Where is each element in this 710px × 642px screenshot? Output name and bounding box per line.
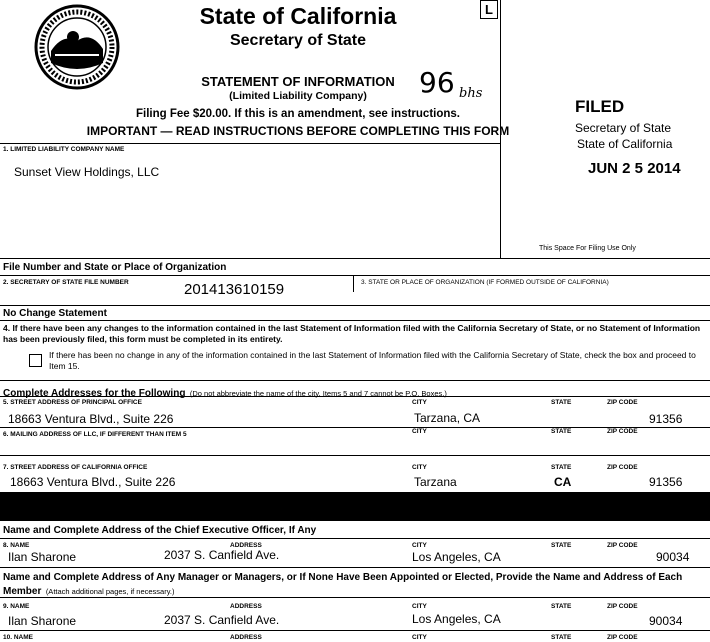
item6-label: 6. MAILING ADDRESS OF LLC, IF DIFFERENT THAN ITEM 5 [3,431,187,438]
item7-street-field[interactable]: 18663 Ventura Blvd., Suite 226 [10,475,176,489]
form-letter-box: L [480,0,498,19]
item5-street-field[interactable]: 18663 Ventura Blvd., Suite 226 [8,412,174,426]
form-subtitle: (Limited Liability Company) [229,90,367,102]
fee-line: Filing Fee $20.00. If this is an amendment, see instructions. [135,108,460,120]
item10-address-label: ADDRESS [230,634,262,641]
item9-state-label: STATE [551,603,572,610]
filed-stamp-date: JUN 2 5 2014 [588,160,681,177]
redaction-bar [0,492,710,521]
item8-address-field[interactable]: 2037 S. Canfield Ave. [164,548,280,562]
secretary-title: Secretary of State [229,32,367,49]
item5-city-field[interactable]: Tarzana, CA [414,411,481,425]
filed-stamp-line2: State of California [577,137,673,151]
item3-label: 3. STATE OR PLACE OF ORGANIZATION (IF FORMED OUTSIDE OF CALIFORNIA) [361,279,609,286]
file-section-heading: File Number and State or Place of Organization [3,262,227,273]
item10-city-label: CITY [412,634,427,641]
no-change-checkbox[interactable] [29,354,42,367]
filing-space-note: This Space For Filing Use Only [539,245,636,252]
ceo-heading: Name and Complete Address of the Chief Executive Officer, If Any [3,525,317,536]
item9-name-field[interactable]: Ilan Sharone [8,614,77,628]
item5-label: 5. STREET ADDRESS OF PRINCIPAL OFFICE [3,399,142,406]
checkbox-text: If there has been no change in any of the information contained in the last Statement of Information filed with the California Secretary of State, check the box and proceed to Item 15. [49,350,696,371]
addresses-heading: Complete Addresses for the Following [3,388,186,399]
item8-zip-field[interactable]: 90034 [656,550,690,564]
item8-zip-label: ZIP CODE [607,542,638,549]
important-line: IMPORTANT — READ INSTRUCTIONS BEFORE COMPLETING THIS FORM [86,124,510,138]
item8-city-label: CITY [412,542,427,549]
nochange-heading: No Change Statement [3,308,107,319]
item7-label: 7. STREET ADDRESS OF CALIFORNIA OFFICE [3,464,148,471]
item5-zip-label: ZIP CODE [607,399,638,406]
item9-zip-label: ZIP CODE [607,603,638,610]
item9-address-label: ADDRESS [230,603,262,610]
item9-city-field[interactable]: Los Angeles, CA [412,612,501,626]
state-title: State of California [199,3,397,29]
item8-state-label: STATE [551,542,572,549]
item8-name-field[interactable]: Ilan Sharone [8,550,77,564]
item9-city-label: CITY [412,603,427,610]
managers-heading-note: (Attach additional pages, if necessary.) [45,587,175,596]
item9-label: 9. NAME [3,603,30,610]
managers-heading: Name and Complete Address of Any Manager or Managers, or If None Have Been Appointed or Elected, Provide the Name and Address of Each Member [3,572,683,597]
item2-label: 2. SECRETARY OF STATE FILE NUMBER [3,279,129,286]
addresses-heading-note: (Do not abbreviate the name of the city. Items 5 and 7 cannot be P.O. Boxes.) [189,389,447,398]
handwritten-number: 96 [419,66,455,99]
item5-city-label: CITY [412,399,427,406]
file-number-field[interactable]: 201413610159 [184,281,285,298]
form-title: STATEMENT OF INFORMATION [201,74,395,89]
item6-city-label: CITY [412,428,427,435]
item10-label: 10. NAME [3,634,33,641]
item1-label: 1. LIMITED LIABILITY COMPANY NAME [3,146,125,153]
item7-zip-field[interactable]: 91356 [649,475,683,489]
item10-state-label: STATE [551,634,572,641]
filed-stamp-line1: Secretary of State [575,121,672,135]
item9-zip-field[interactable]: 90034 [649,614,683,628]
item9-address-field[interactable]: 2037 S. Canfield Ave. [164,613,280,627]
item7-zip-label: ZIP CODE [607,464,638,471]
handwritten-initials: bhs [459,86,483,101]
item10-zip-label: ZIP CODE [607,634,638,641]
item7-city-label: CITY [412,464,427,471]
item4-text: 4. If there have been any changes to the information contained in the last Statement of Information filed with the California Secretary of State, or no Statement of Information has been previously filed, this form must be completed in its entirety. [3,323,701,344]
llc-name-field[interactable]: Sunset View Holdings, LLC [14,165,160,179]
item7-state-label: STATE [551,464,572,471]
item8-address-label: ADDRESS [230,542,262,549]
item7-state-field[interactable]: CA [554,475,572,489]
filed-stamp-title: FILED [575,97,625,116]
item7-city-field[interactable]: Tarzana [414,475,457,489]
item6-state-label: STATE [551,428,572,435]
item8-city-field[interactable]: Los Angeles, CA [412,550,501,564]
item5-zip-field[interactable]: 91356 [649,412,683,426]
item5-state-label: STATE [551,399,572,406]
item8-label: 8. NAME [3,542,30,549]
item6-zip-label: ZIP CODE [607,428,638,435]
